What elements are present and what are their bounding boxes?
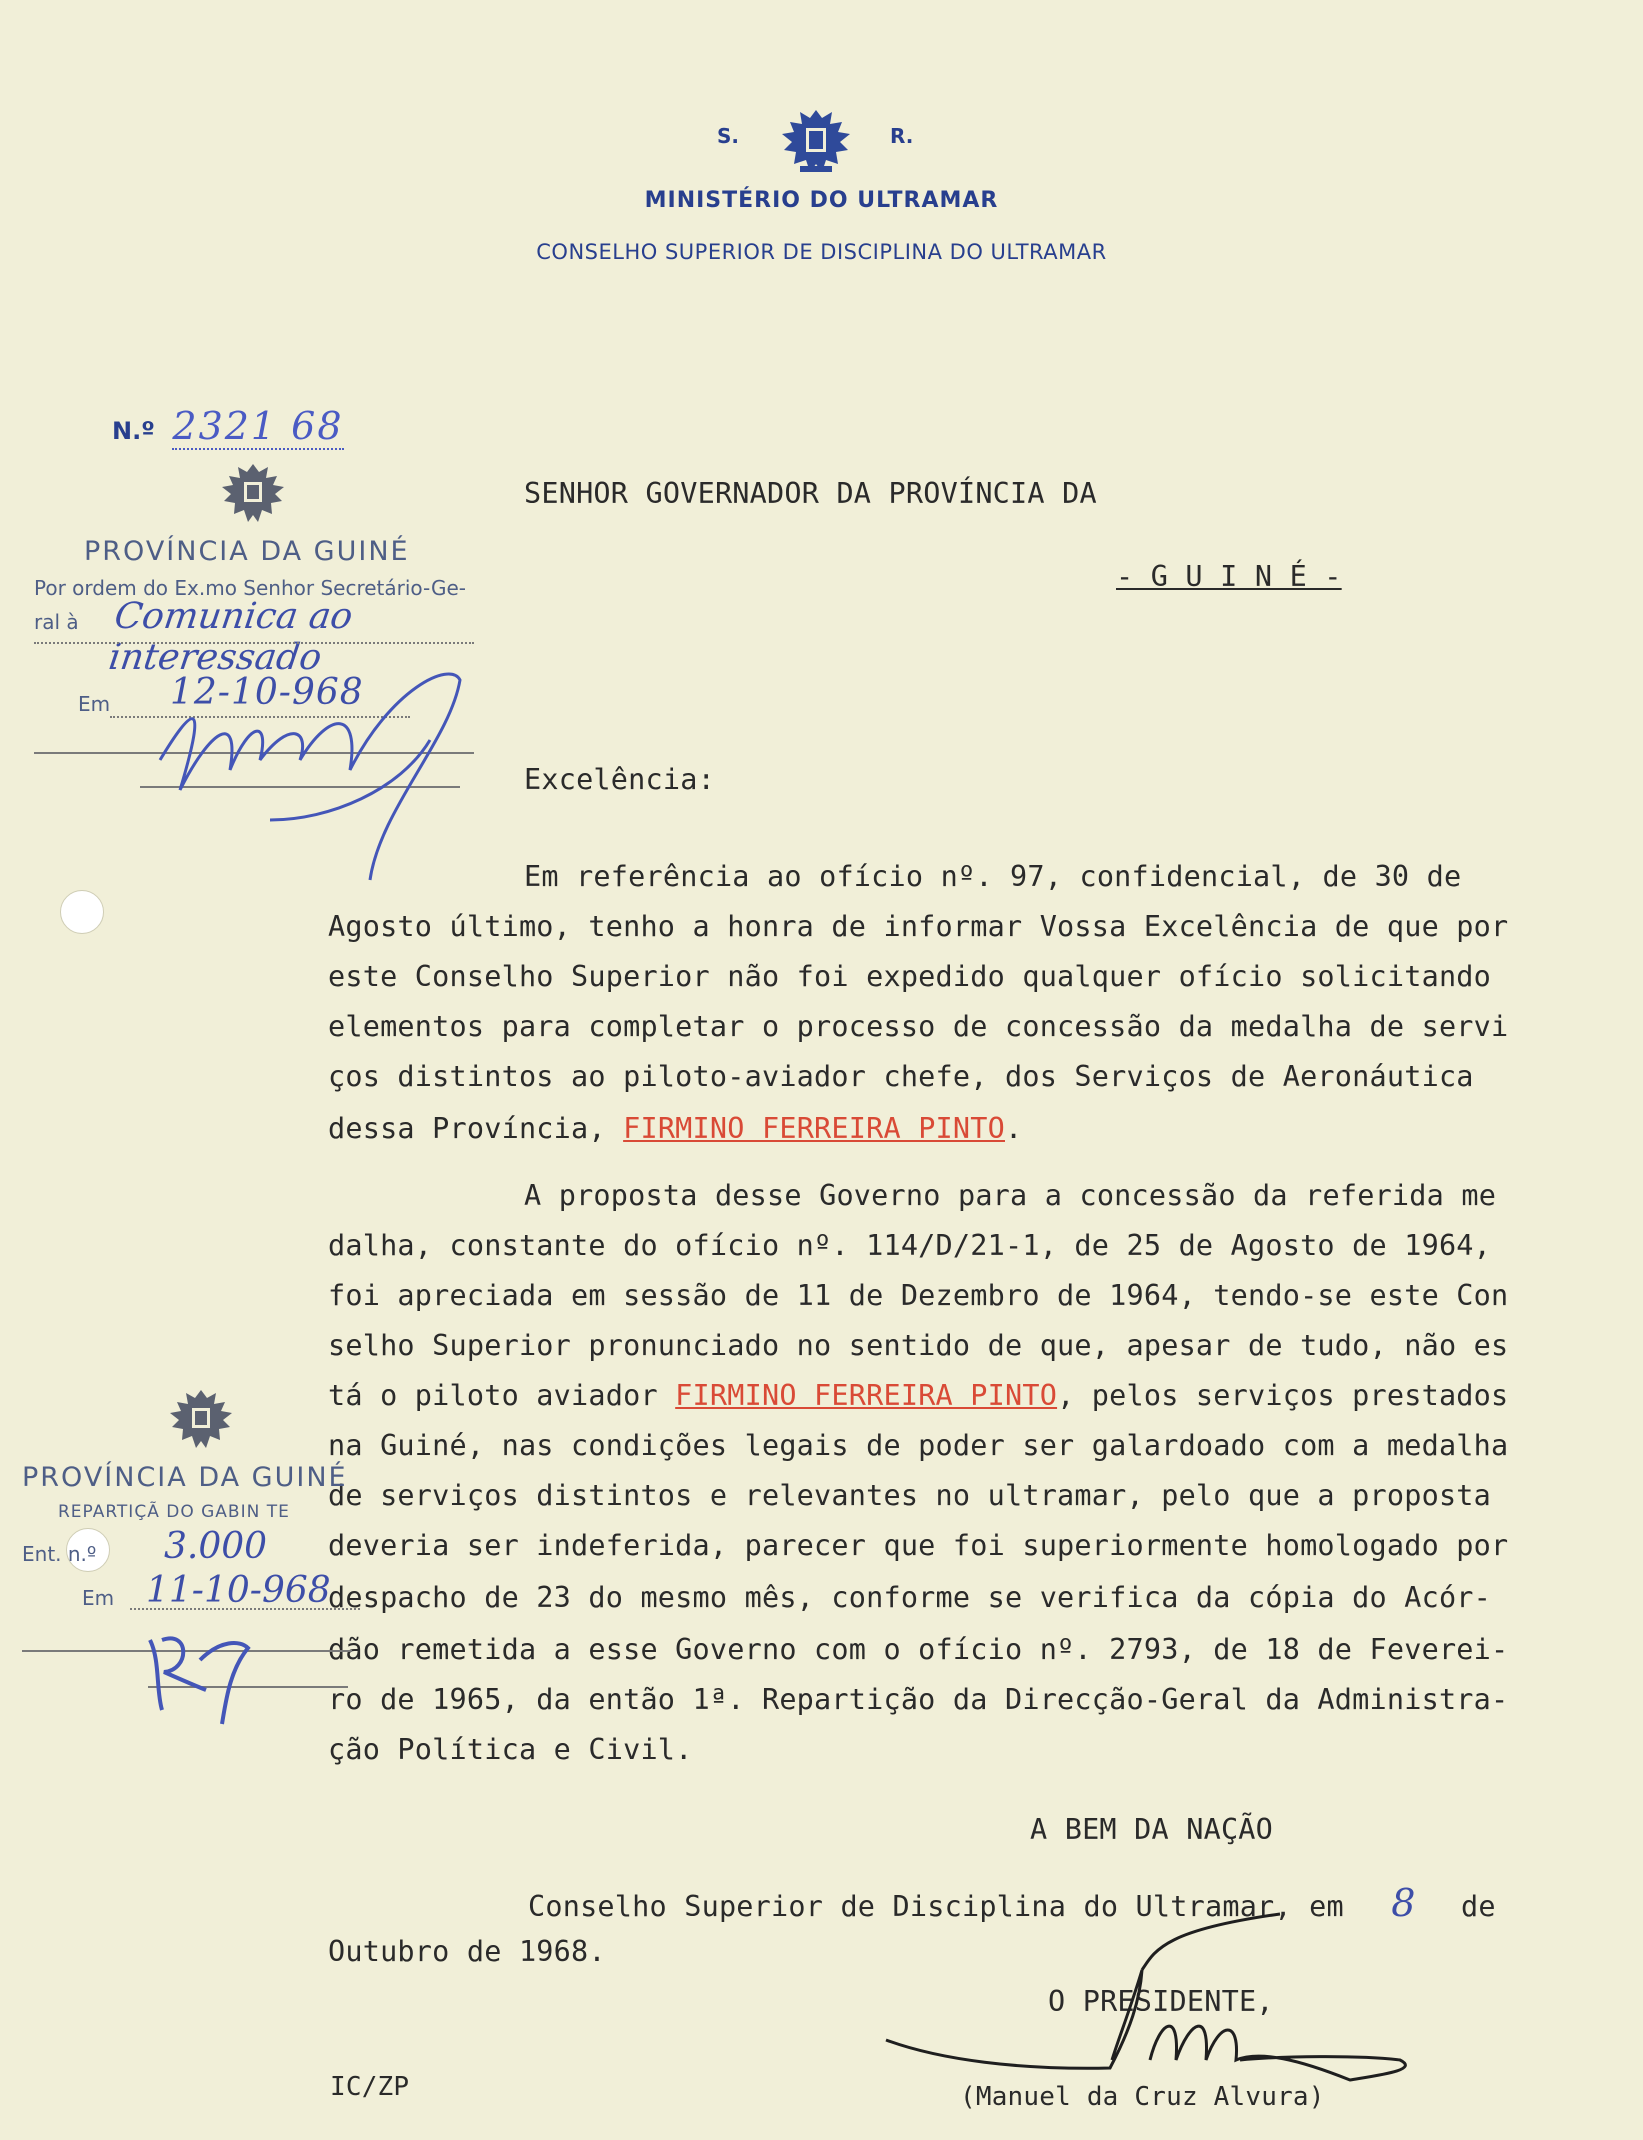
stamp-bottom-entry-number: 3.000: [164, 1526, 268, 1567]
para1-line-3: este Conselho Superior não foi expedido qualquer ofício solicitando: [328, 960, 1492, 993]
para1-line-6: [328, 1112, 1023, 1145]
coat-of-arms-logo: [768, 104, 864, 180]
closing-role: O PRESIDENTE,: [1048, 1985, 1274, 2018]
stamp-bottom-date: 11-10-968: [146, 1570, 331, 1611]
reference-prefix: N.º: [112, 417, 155, 445]
para2-line-9: despacho de 23 do mesmo mês, conforme se verifica da cópia do Acór-: [328, 1581, 1492, 1614]
para1-line-1: Em referência ao ofício nº. 97, confidencial, de 30 de: [524, 860, 1462, 893]
para2-line-8: deveria ser indeferida, parecer que foi superiormente homologado por: [328, 1529, 1509, 1562]
initials-signature-top: [150, 650, 510, 910]
letterhead-r: R.: [890, 124, 914, 148]
stamp-emblem-icon: [210, 460, 296, 528]
para2-line-1: A proposta desse Governo para a concessão da referida me: [524, 1179, 1497, 1212]
reference-number: [112, 404, 344, 448]
para1-line-4: elementos para completar o processo de concessão da medalha de servi: [328, 1010, 1509, 1043]
president-name: (Manuel da Cruz Alvura): [960, 2082, 1325, 2112]
para2-line-5-post: , pelos serviços prestados: [1057, 1379, 1509, 1412]
closing-motto: A BEM DA NAÇÃO: [1030, 1813, 1274, 1846]
addressee-guine: - G U I N É -: [1116, 560, 1342, 593]
para1-line-6-pre: dessa Província,: [328, 1112, 606, 1145]
para2-line-10: dão remetida a esse Governo com o ofício nº. 2793, de 18 de Feverei-: [328, 1633, 1509, 1666]
person-name-1: FIRMINO FERREIRA PINTO: [623, 1112, 1005, 1145]
closing-day: 8: [1391, 1881, 1416, 1925]
para2-line-4: selho Superior pronunciado no sentido de que, apesar de tudo, não es: [328, 1329, 1509, 1362]
stamp-top-order-line: Por ordem do Ex.mo Senhor Secretário-Ge-: [34, 576, 467, 600]
stamp-bottom-emblem-icon: [158, 1386, 244, 1454]
para2-line-5: [328, 1379, 1509, 1412]
para2-line-3: foi apreciada em sessão de 11 de Dezembro de 1964, tendo-se este Con: [328, 1279, 1509, 1312]
ministry-name: MINISTÉRIO DO ULTRAMAR: [644, 188, 999, 213]
initials-signature-bottom: [130, 1620, 270, 1730]
addressee-line-2: [1116, 560, 1342, 593]
para1-line-2: Agosto último, tenho a honra de informar Vossa Excelência de que por: [328, 910, 1509, 943]
typist-initials: IC/ZP: [330, 2072, 410, 2102]
letterhead: [0, 0, 1643, 270]
stamp-bottom-office: REPARTIÇÃ DO GABIN TE: [58, 1502, 290, 1522]
stamp-top-date: 12-10-968: [170, 672, 364, 713]
person-name-2: FIRMINO FERREIRA PINTO: [675, 1379, 1058, 1412]
stamp-top-handwritten-to: Comunica ao interessado: [106, 596, 356, 678]
addressee-line-1: SENHOR GOVERNADOR DA PROVÍNCIA DA: [524, 477, 1097, 510]
stamp-bottom-em-label: Em: [82, 1586, 115, 1610]
para2-line-12: ção Política e Civil.: [328, 1733, 693, 1766]
stamp-top-ral-a: ral à: [34, 610, 79, 634]
para2-line-11: ro de 1965, da então 1ª. Repartição da Direcção-Geral da Administra-: [328, 1683, 1509, 1716]
closing-place: Conselho Superior de Disciplina do Ultramar, em: [528, 1890, 1344, 1923]
president-signature: [880, 1910, 1440, 2100]
closing-month-line: Outubro de 1968.: [328, 1935, 606, 1968]
stamp-top-em-label: Em: [78, 692, 111, 716]
para2-line-2: dalha, constante do ofício nº. 114/D/21-1, de 25 de Agosto de 1964,: [328, 1229, 1492, 1262]
para1-line-6-post: .: [1005, 1112, 1023, 1145]
punch-hole-top: [60, 890, 104, 934]
council-name: CONSELHO SUPERIOR DE DISCIPLINA DO ULTRAMAR: [536, 240, 1107, 264]
stamp-bottom-entry-label: Ent. n.º: [22, 1542, 97, 1566]
salutation: Excelência:: [524, 763, 715, 796]
closing-de: de: [1460, 1890, 1496, 1923]
letterhead-s: S.: [717, 124, 740, 148]
reference-value: 2321 68: [172, 404, 344, 448]
para2-line-5-pre: tá o piloto aviador: [328, 1379, 658, 1412]
stamp-top-title: PROVÍNCIA DA GUINÉ: [84, 536, 410, 567]
stamp-bottom-title: PROVÍNCIA DA GUINÉ: [22, 1462, 348, 1493]
para1-line-5: ços distintos ao piloto-aviador chefe, dos Serviços de Aeronáutica: [328, 1060, 1474, 1093]
stamp-top-line-1: [34, 642, 474, 644]
para2-line-6: na Guiné, nas condições legais de poder ser galardoado com a medalha: [328, 1429, 1509, 1462]
stamp-bottom-line-1: [130, 1608, 360, 1610]
para2-line-7: de serviços distintos e relevantes no ultramar, pelo que a proposta: [328, 1479, 1492, 1512]
